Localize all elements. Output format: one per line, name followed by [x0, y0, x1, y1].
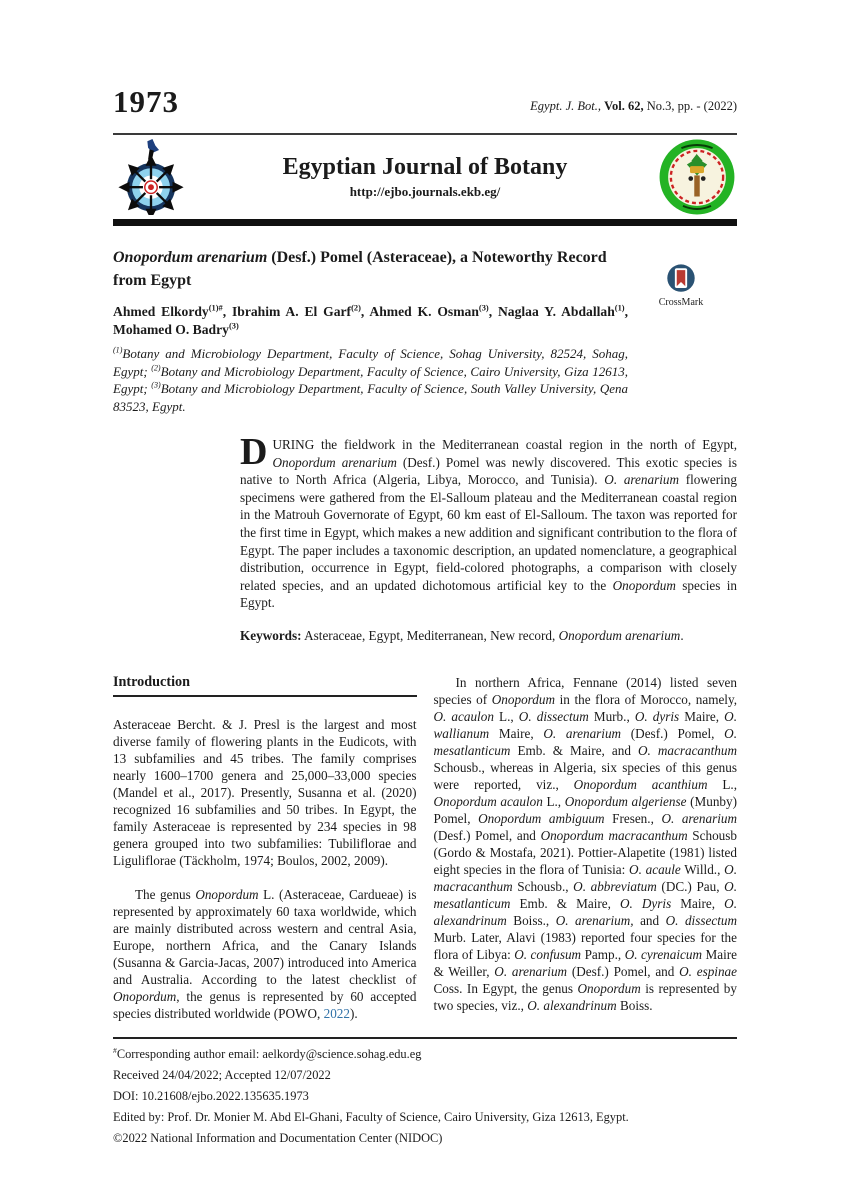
- text-segment: (1): [113, 345, 123, 355]
- text-segment: (2): [351, 302, 361, 313]
- botanical-society-logo-icon: [653, 138, 737, 216]
- text-segment: L.,: [493, 708, 519, 724]
- text-segment: O. acaule: [629, 861, 681, 877]
- text-segment: O. arenarium: [661, 810, 738, 826]
- text-segment: O. macracanthum: [638, 742, 737, 758]
- text-segment: O. dissectum: [665, 912, 737, 928]
- text-segment: Received 24/04/2022; Accepted 12/07/2022: [113, 1067, 331, 1082]
- text-segment: (1): [614, 302, 625, 313]
- intro-paragraph: [113, 886, 417, 1022]
- copyright-line: [113, 1128, 737, 1149]
- text-segment: O. mesatlanticum: [433, 878, 737, 911]
- text-segment: is represented by two species, viz.,: [433, 980, 737, 1013]
- text-segment: ©2022 National Information and Documentation Center (NIDOC): [113, 1130, 443, 1145]
- crossmark-label: CrossMark: [658, 297, 704, 308]
- text-segment: L.,: [542, 793, 565, 809]
- text-segment: (Munby) Pomel,: [433, 793, 737, 826]
- text-segment: Emb. & Maire,: [510, 895, 620, 911]
- text-segment: O. arenarium: [494, 963, 568, 979]
- text-segment: Schousb.,: [512, 878, 574, 894]
- text-segment: Fresen.,: [604, 810, 662, 826]
- text-segment: Murb.,: [588, 708, 635, 724]
- text-segment: L.,: [707, 776, 737, 792]
- text-segment: , Mohamed O. Badry: [113, 304, 628, 337]
- text-segment: , Ibrahim A. El Garf: [222, 304, 352, 319]
- text-segment: Maire,: [489, 725, 544, 741]
- text-segment: Boiss.,: [506, 912, 556, 928]
- text-segment: O. mesatlanticum: [433, 725, 737, 758]
- text-segment: (DC.) Pau,: [656, 878, 725, 894]
- text-segment: Maire,: [679, 708, 725, 724]
- text-segment: flowering specimens were gathered from the El-Salloum plateau and the Mediterranean coastal region in the Matrouh Governorate of Egypt, 60 km east of El-Salloum. The taxon was reported for the first time in Egypt, which makes a new addition and significant contribution to the flora of Egypt. The paper includes a taxonomic description, an updated nomenclature, a geographical distribution, occurrence in Egypt, field-colored photographs, a comparison with closely related species, and an updated dichotomous artificial key to the: [240, 472, 737, 593]
- footnote-rule: [113, 1037, 737, 1039]
- article-title: [113, 247, 628, 292]
- text-segment: species in Egypt.: [240, 577, 737, 611]
- text-segment: O. cyrenaicum: [624, 946, 703, 962]
- text-segment: O. arenarium: [543, 725, 622, 741]
- text-segment: (3): [478, 302, 489, 313]
- abstract-body: [240, 431, 737, 611]
- text-segment: in the flora of Morocco, namely,: [555, 691, 737, 707]
- text-segment: Egypt. J. Bot.,: [530, 99, 605, 113]
- keywords-line: [240, 627, 737, 645]
- text-segment: Asteraceae, Egypt, Mediterranean, New record,: [304, 627, 559, 643]
- intro-paragraph: [434, 674, 738, 1014]
- right-column: [434, 674, 738, 1022]
- text-segment: Onopordum arenarium: [113, 249, 268, 266]
- journal-url-link[interactable]: http://ejbo.journals.ekb.eg/: [349, 184, 501, 200]
- text-segment: (Desf.) Pomel (Asteraceae), a Noteworthy Record from Egypt: [113, 249, 607, 289]
- text-segment: O. arenarium: [604, 472, 680, 488]
- text-segment: Coss. In Egypt, the genus: [433, 980, 578, 996]
- text-segment: (Desf.) Pomel, and: [567, 963, 680, 979]
- text-segment: Onopordum acanthium: [573, 776, 708, 792]
- text-segment: and: [633, 912, 666, 928]
- text-segment: Onopordum arenarium: [272, 454, 397, 470]
- abstract-block: [240, 431, 737, 645]
- author-list: [113, 303, 628, 339]
- footnote-lines: [113, 1044, 737, 1149]
- two-column-body: [113, 674, 737, 1022]
- text-segment: Maire & Weiller,: [433, 946, 737, 979]
- edited-by-line: [113, 1107, 737, 1128]
- text-segment: Ahmed Elkordy: [113, 304, 209, 319]
- text-segment: Onopordum: [491, 691, 556, 707]
- keywords-label: Keywords:: [240, 627, 302, 643]
- text-segment: (3): [228, 320, 239, 331]
- text-segment: Maire,: [671, 895, 725, 911]
- text-segment: O. abbreviatum: [573, 878, 657, 894]
- text-segment: Botany and Microbiology Department, Faculty of Science, Sohag University, 82524, Sohag, Egypt;: [113, 346, 628, 379]
- text-segment: Murb. Later, Alavi (1983) reported four species for the flora of Libya:: [433, 929, 737, 962]
- text-segment: O. confusum: [514, 946, 582, 962]
- text-segment: Botany and Microbiology Department, Faculty of Science, South Valley University, Qena 83523, Egypt.: [113, 381, 628, 414]
- paper-footer: [113, 1037, 737, 1149]
- journal-wheel-logo-icon: [113, 139, 197, 215]
- text-segment: Onopordum: [577, 980, 641, 996]
- text-segment: No.3, pp. - (2022): [643, 99, 737, 113]
- text-segment: O. dissectum: [518, 708, 589, 724]
- text-segment: Asteraceae Bercht. & J. Presl is the largest and most diverse family of flowering plants in the Eudicots, with 13 subfamilies and 45 tribes. The family comprises nearly 1600–1700 genera and 25,000–33,000 species (Mandel et al., 2017). Presently, Susanna et al. (2020) recognized 16 subfamilies and 50 tribes. In Egypt, the family Asteraceae is represented by 234 species in 98 genera grouped into two subfamilies: Tubiliflorae and Liguliflorae (Täckholm, 1974; Boulos, 2002, 2009).: [113, 716, 417, 868]
- text-segment: Onopordum ambiguum: [478, 810, 605, 826]
- text-segment: Schousb (Gordo & Mostafa, 2021). Pottier-Alapetite (1981) listed eight species in the flora of Tunisia:: [433, 827, 737, 877]
- text-segment: Emb. & Maire, and: [510, 742, 638, 758]
- text-segment: O. acaulon: [433, 708, 494, 724]
- text-segment: Onopordum: [612, 577, 676, 593]
- crossmark-badge[interactable]: [649, 263, 713, 308]
- text-segment: Onopordum: [195, 886, 259, 902]
- text-segment: URING the fieldwork in the Mediterranean coastal region in the north of Egypt,: [272, 437, 737, 452]
- text-segment: Onopordum macracanthum: [540, 827, 688, 843]
- text-segment: (Desf.) Pomel, and: [433, 827, 541, 843]
- crossmark-bookmark-icon: [664, 263, 698, 297]
- masthead-rule: [113, 219, 737, 226]
- abstract-dropcap: D: [240, 431, 268, 473]
- text-segment: Onopordum algeriense: [564, 793, 687, 809]
- abstract-text: [240, 431, 737, 612]
- text-segment: O. arenarium,: [555, 912, 634, 928]
- journal-masthead: [113, 135, 737, 219]
- text-segment: Corresponding author email: aelkordy@science.sohag.edu.eg: [116, 1046, 422, 1061]
- text-segment: O. alexandrinum: [433, 895, 737, 928]
- introduction-heading: Introduction: [113, 674, 417, 697]
- affiliations: [113, 345, 628, 415]
- text-segment: L. (Asteraceae, Cardueae) is represented by approximately 60 taxa worldwide, which are mainly distributed across western and central Asia, Europe, northern Africa, and the Canary Islands (Susanna & Garcia-Jacas, 2007) introduced into America and Australia. According to the latest checklist of: [113, 886, 417, 987]
- left-column: [113, 674, 417, 1022]
- text-segment: Willd.,: [680, 861, 725, 877]
- doi-line: [113, 1086, 737, 1107]
- text-segment: (1)#: [208, 302, 223, 313]
- masthead-center: [197, 154, 653, 200]
- text-segment: In northern Africa, Fennane (2014) listed seven species of: [433, 674, 737, 707]
- text-segment: The genus: [135, 886, 196, 902]
- article-header: [113, 247, 737, 415]
- received-accepted-line: [113, 1065, 737, 1086]
- text-segment: , the genus is represented by 60 accepted species distributed worldwide (POWO,: [113, 988, 417, 1021]
- text-segment: , Naglaa Y. Abdallah: [488, 304, 615, 319]
- text-segment: (3): [151, 380, 161, 390]
- text-segment: O. dyris: [634, 708, 680, 724]
- text-segment: (Desf.) Pomel was newly discovered. This exotic species is native to North Africa (Algeria, Libya, Morocco, and Tunisia).: [240, 454, 737, 488]
- journal-reference: [530, 99, 737, 117]
- text-segment: Vol. 62,: [604, 99, 644, 113]
- running-header: [113, 0, 737, 117]
- text-segment: , Ahmed K. Osman: [360, 304, 479, 319]
- text-segment: Edited by: Prof. Dr. Monier M. Abd El-Ghani, Faculty of Science, Cairo University, Giza 12613, Egypt.: [113, 1109, 629, 1124]
- powo-2022-link[interactable]: 2022: [323, 1005, 350, 1021]
- text-segment: ).: [349, 1005, 358, 1021]
- text-segment: Onopordum arenarium: [558, 627, 681, 643]
- text-segment: Schousb., whereas in Algeria, six species of this genus were reported, viz.,: [433, 759, 737, 792]
- text-segment: O. wallianum: [433, 708, 737, 741]
- keywords-list: [304, 628, 684, 643]
- intro-paragraph: [113, 716, 417, 869]
- text-segment: Botany and Microbiology Department, Faculty of Science, Cairo University, Giza 12613, Egypt;: [113, 363, 628, 396]
- text-segment: Onopordum acaulon: [433, 793, 543, 809]
- corresponding-author-line: [113, 1044, 737, 1065]
- text-segment: DOI: 10.21608/ejbo.2022.135635.1973: [113, 1088, 309, 1103]
- text-segment: O. macracanthum: [433, 861, 737, 894]
- text-segment: (2): [151, 363, 161, 373]
- text-segment: .: [680, 627, 684, 643]
- text-segment: O. Dyris: [620, 895, 672, 911]
- text-segment: (Desf.) Pomel,: [621, 725, 725, 741]
- journal-title: Egyptian Journal of Botany: [282, 153, 568, 180]
- text-segment: Onopordum: [113, 988, 177, 1004]
- text-segment: O. espinae: [679, 963, 738, 979]
- page-number: 1973: [113, 84, 179, 119]
- text-segment: Boiss.: [616, 997, 653, 1013]
- text-segment: #: [113, 1045, 117, 1055]
- text-segment: O. alexandrinum: [527, 997, 617, 1013]
- text-segment: Pamp.,: [581, 946, 625, 962]
